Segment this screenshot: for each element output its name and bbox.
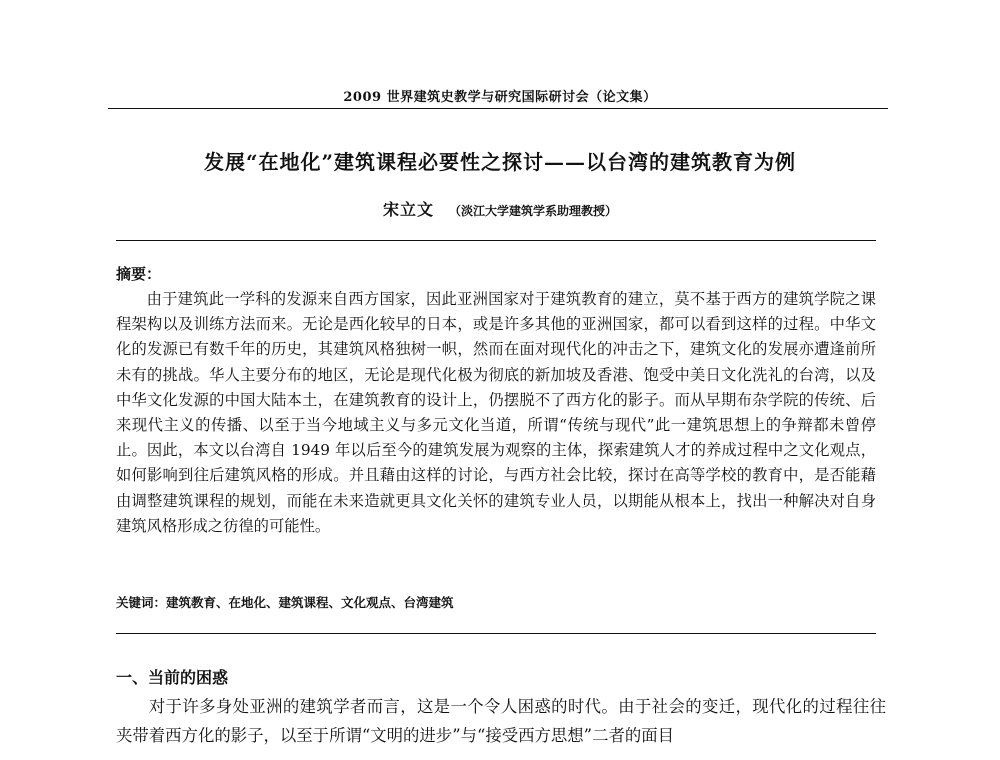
header-rule: [108, 108, 888, 109]
section-heading: 一、当前的困惑: [116, 668, 229, 687]
author-line: [0, 197, 1000, 220]
running-header: 2009 世界建筑史教学与研究国际研讨会（论文集）: [343, 90, 657, 105]
keywords-label: 关键词：: [116, 595, 167, 610]
top-divider: [116, 240, 876, 241]
abstract-text: 由于建筑此一学科的发源来自西方国家，因此亚洲国家对于建筑教育的建立，莫不基于西方的建筑学院之课程架构以及训练方法而来。无论是西化较早的日本，或是许多其他的亚洲国家，都可以看到这样的过程。中华文化的发源已有数千年的历史，其建筑风格独树一帜，然而在面对现代化的冲击之下，建筑文化的发展亦遭逢前所未有的挑战。华人主要分布的地区，无论是现代化极为彻底的新加坡及香港、饱受中美日文化洗礼的台湾，以及中华文化发源的中国大陆本土，在建筑教育的设计上，仍摆脱不了西方化的影子。而从早期布杂学院的传统、后来现代主义的传播、以至于当今地域主义与多元文化当道，所谓“传统与现代”此一建筑思想上的争辩都未曾停止。因此，本文以台湾自 1949 年以后至今的建筑发展为观察的主体，探索建筑人才的养成过程中之文化观点，如何影响到往后建筑风格的形成。并且藉由这样的讨论，与西方社会比较，探讨在高等学校的教育中，是否能藉由调整建筑课程的规划，而能在未来造就更具文化关怀的建筑专业人员，以期能从根本上，找出一种解决对自身建筑风格形成之彷徨的可能性。: [116, 290, 876, 535]
keywords: [116, 593, 876, 611]
paper-title: 发展“在地化”建筑课程必要性之探讨——以台湾的建筑教育为例: [203, 150, 796, 174]
section-text: 对于许多身处亚洲的建筑学者而言，这是一个令人困惑的时代。由于社会的变迁，现代化的过程往往夹带着西方化的影子，以至于所谓“文明的进步”与“接受西方思想”二者的面目: [116, 697, 886, 745]
author-affiliation: （淡江大学建筑学系助理教授）: [449, 204, 618, 218]
bottom-divider: [116, 633, 876, 634]
author-name: 宋立文: [382, 200, 434, 219]
abstract-label: 摘要：: [116, 265, 162, 283]
keywords-value: 建筑教育、在地化、建筑课程、文化观点、台湾建筑: [166, 595, 454, 610]
